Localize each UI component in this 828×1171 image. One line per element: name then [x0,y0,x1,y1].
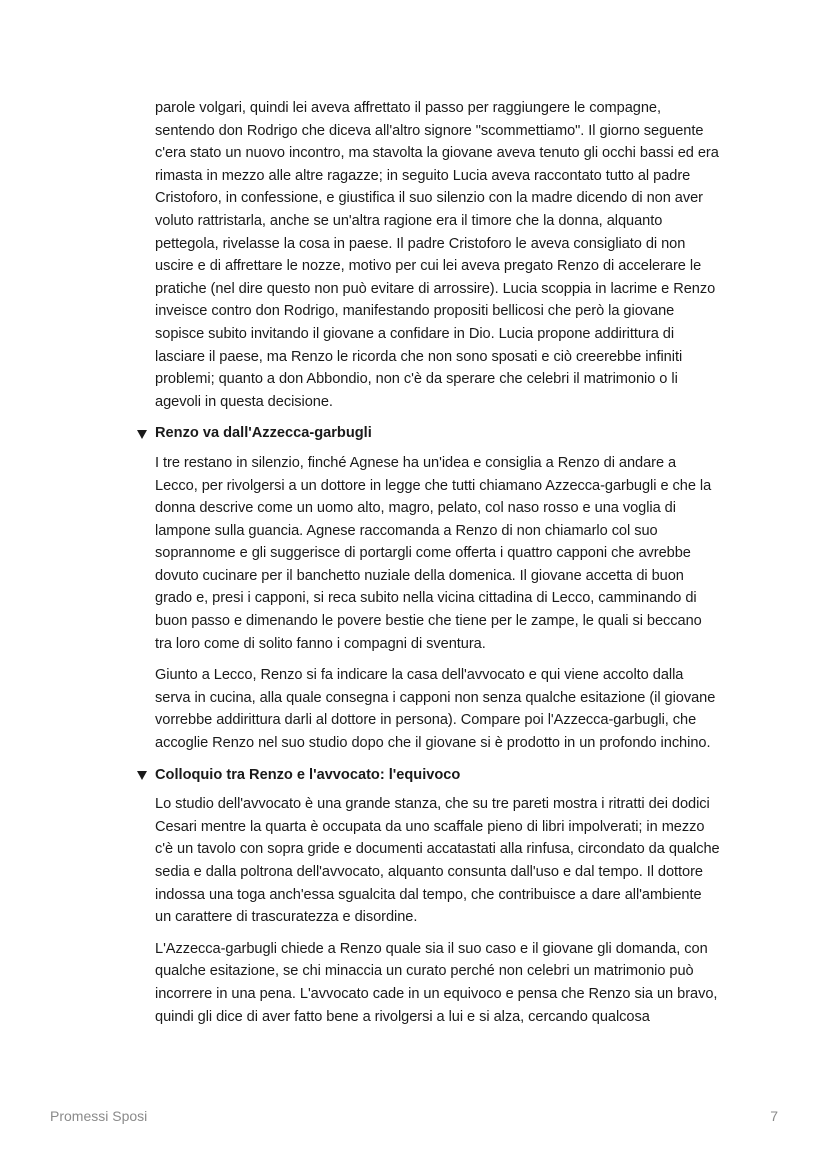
paragraph: Giunto a Lecco, Renzo si fa indicare la casa dell'avvocato e qui viene accolto dalla serva in cucina, alla quale consegna i capponi non senza qualche esitazione (il giovane vorrebbe addirittura darli al dottore in persona). Compare poi l'Azzecca-garbugli, che accoglie Renzo nel suo studio dopo che il giovane si è prodotto in un profondo inchino. [155,667,716,752]
section-title: Colloquio tra Renzo e l'avvocato: l'equivoco [155,766,461,783]
disclosure-triangle-icon [137,430,147,439]
footer-document-title: Promessi Sposi [50,1108,148,1124]
paragraph: I tre restano in silenzio, finché Agnese ha un'idea e consiglia a Renzo di andare a Lecco, per rivolgersi a un dottore in legge che tutti chiamano Azzecca-garbugli e che la donna descrive come un uomo alto, magro, pelato, col naso rosso e una voglia di lampone sulla guancia. Agnese raccomanda a Renzo di non chiamarlo col suo soprannome e gli suggerisce di portargli come offerta i quattro capponi che avrebbe dovuto cucinare per il banchetto nuziale della domenica. Il giovane accetta di buon grado e, presi i capponi, si reca subito nella vicina cittadina di Lecco, camminando di buon passo e dimenando le povere bestie che tiene per le zampe, le quali si beccano tra loro come di solito fanno i compagni di sventura. [155,454,712,652]
disclosure-triangle-icon [137,771,147,780]
intro-paragraph: parole volgari, quindi lei aveva affrettato il passo per raggiungere le compagne, sentendo don Rodrigo che diceva all'altro signore "scommettiamo". Il giorno seguente c'era stato un nuovo incontro, ma stavolta la giovane aveva tenuto gli occhi bassi ed era rimasta in mezzo alle altre ragazze; in seguito Lucia aveva raccontato tutto al padre Cristoforo, in confessione, e giustifica il suo silenzio con la madre dicendo di non aver voluto rattristarla, anche se un'altra ragione era il timore che la donna, alquanto pettegola, rivelasse la cosa in paese. Il padre Cristoforo le aveva consigliato di non uscire e di affrettare le nozze, motivo per cui lei aveva pregato Renzo di accelerare le pratiche (nel dire questo non può evitare di arrossire). Lucia scoppia in lacrime e Renzo inveisce contro don Rodrigo, manifestando propositi bellicosi che però la giovane sopisce subito invitando il giovane a confidare in Dio. Lucia propone addirittura di lasciare il paese, ma Renzo le ricorda che non sono sposati e ciò creerebbe infiniti problemi; quanto a don Abbondio, non c'è da sperare che celebri il matrimonio o li agevoli in questa decisione. [155,100,719,410]
section-renzo-azzecca [155,422,721,754]
section-colloquio [155,764,721,1029]
section-toggle-renzo-azzecca[interactable] [137,422,703,445]
section-toggle-colloquio[interactable] [137,764,703,787]
document-body [155,97,721,1028]
footer-page-number: 7 [770,1108,778,1124]
paragraph: L'Azzecca-garbugli chiede a Renzo quale sia il suo caso e il giovane gli domanda, con qualche esitazione, se chi minaccia un curato perché non celebri un matrimonio può incorrere in una pena. L'avvocato cade in un equivoco e pensa che Renzo sia un bravo, quindi gli dice di aver fatto bene a rivolgersi a lui e si alza, cercando qualcosa [155,940,718,1025]
section-title: Renzo va dall'Azzecca-garbugli [155,425,372,442]
paragraph: Lo studio dell'avvocato è una grande stanza, che su tre pareti mostra i ritratti dei dodici Cesari mentre la quarta è occupata da uno scaffale pieno di libri impolverati; in mezzo c'è un tavolo con sopra gride e documenti accatastati alla rinfusa, circondato da qualche sedia e dalla poltrona dell'avvocato, alquanto consunta dall'uso e dal tempo. Il dottore indossa una toga anch'essa sgualcita dal tempo, che contribuisce a dare all'ambiente un carattere di trascuratezza e disordine. [155,796,720,926]
